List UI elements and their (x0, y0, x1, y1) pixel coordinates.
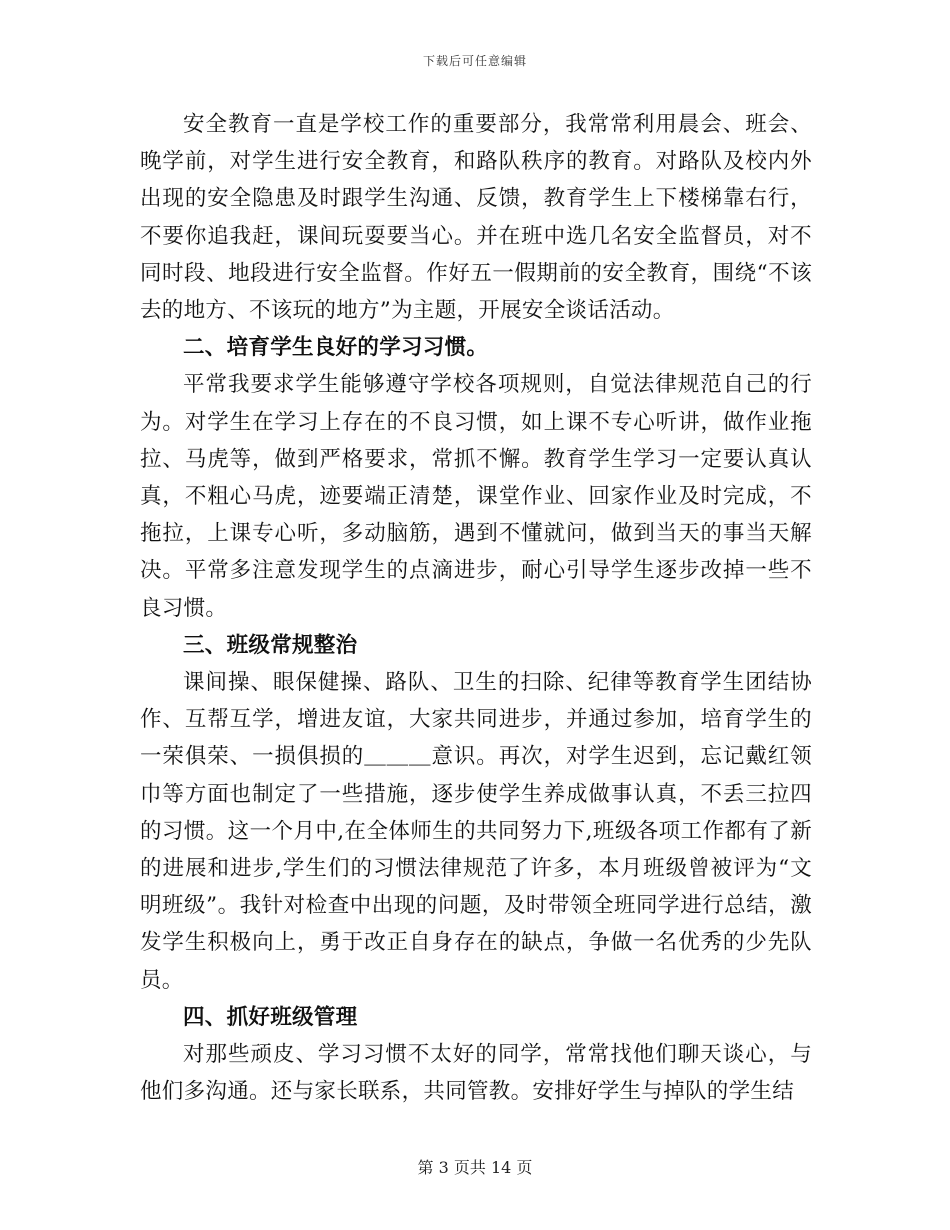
section-heading-class-management: 四、抓好班级管理 (183, 1004, 358, 1030)
paragraph-study-habits: 平常我要求学生能够遵守学校各项规则，自觉法律规范自己的行为。对学生在学习上存在的不良习惯，如上课不专心听讲，做作业拖拉、马虎等，做到严格要求，常抓不懈。教育学生学习一定要认真认真，不粗心马虎，迹要端正清楚，课堂作业、回家作业及时完成，不拖拉，上课专心听，多动脑筋，遇到不懂就问，做到当天的事当天解决。平常多注意发现学生的点滴进步，耐心引导学生逐步改掉一些不良习惯。 (140, 372, 812, 621)
section-heading-study-habits: 二、培育学生良好的学习习惯。 (183, 335, 489, 361)
page-header-note: 下载后可任意编辑 (422, 54, 527, 68)
paragraph-class-management: 对那些顽皮、学习习惯不太好的同学，常常找他们聊天谈心，与他们多沟通。还与家长联系，共同管教。安排好学生与掉队的学生结 (140, 1042, 812, 1105)
document-body (140, 106, 812, 1110)
paragraph-class-routine: 课间操、眼保健操、路队、卫生的扫除、纪律等教育学生团结协作、互帮互学，增进友谊，大家共同进步，并通过参加，培育学生的一荣俱荣、一损俱损的＿＿＿意识。再次，对学生迟到，忘记戴红领巾等方面也制定了一些措施，逐步使学生养成做事认真，不丢三拉四的习惯。这一个月中,在全体师生的共同努力下,班级各项工作都有了新的进展和进步,学生们的习惯法律规范了许多，本月班级曾被评为“文明班级”。我针对检查中出现的问题，及时带领全班同学进行总结，激发学生积极向上，勇于改正自身存在的缺点，争做一名优秀的少先队员。 (140, 670, 812, 993)
page-number-footer: 第 3 页共 14 页 (417, 1158, 533, 1177)
section-heading-class-routine: 三、班级常规整治 (183, 632, 358, 658)
paragraph-safety-education: 安全教育一直是学校工作的重要部分，我常常利用晨会、班会、晚学前，对学生进行安全教育，和路队秩序的教育。对路队及校内外出现的安全隐患及时跟学生沟通、反馈，教育学生上下楼梯靠右行，不要你追我赶，课间玩耍要当心。并在班中选几名安全监督员，对不同时段、地段进行安全监督。作好五一假期前的安全教育，围绕“不该去的地方、不该玩的地方”为主题，开展安全谈话活动。 (140, 112, 812, 324)
